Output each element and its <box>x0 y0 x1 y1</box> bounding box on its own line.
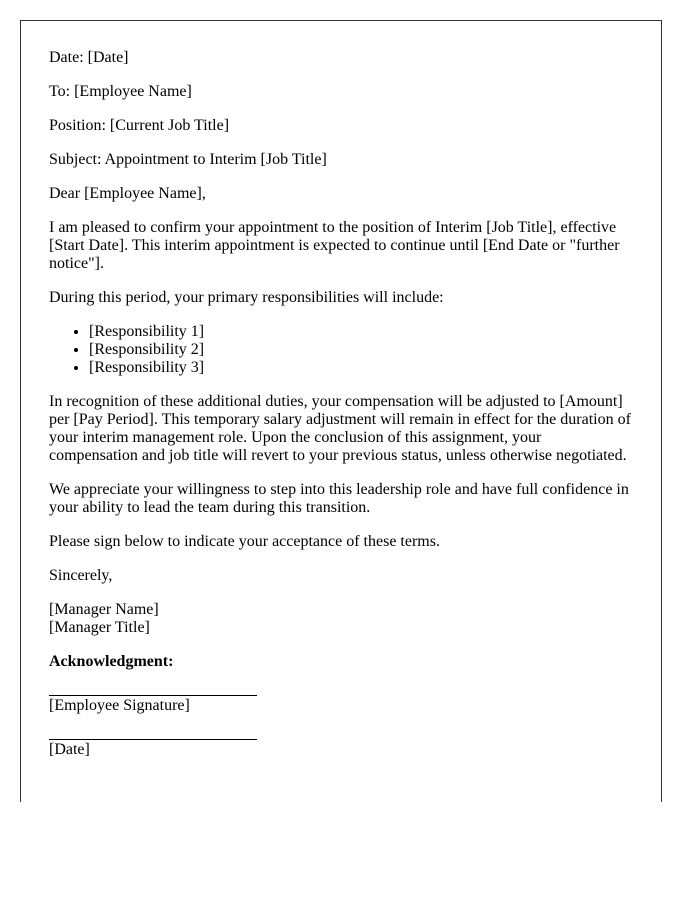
intro-paragraph: I am pleased to confirm your appointment to the position of Interim [Job Title], effective [Start Date]. This interim appointment is expected to continue until [End Date or "further notice"]. <box>49 219 620 272</box>
manager-title: [Manager Title] <box>49 619 150 636</box>
list-item: • [Responsibility 2] <box>89 341 633 359</box>
manager-block <box>49 601 633 637</box>
employee-signature-line <box>49 695 257 715</box>
responsibilities-list <box>49 323 633 377</box>
list-item: • [Responsibility 1] <box>89 323 633 341</box>
salutation: Dear [Employee Name], <box>49 185 206 202</box>
recipient-line: To: [Employee Name] <box>49 83 192 100</box>
subject-line: Subject: Appointment to Interim [Job Title] <box>49 151 327 168</box>
date-signature-line <box>49 739 257 759</box>
letter-page <box>20 20 662 802</box>
responsibilities-intro: During this period, your primary responsibilities will include: <box>49 289 444 306</box>
date-line: Date: [Date] <box>49 49 129 66</box>
employee-signature-label: [Employee Signature] <box>49 697 190 714</box>
appreciation-paragraph: We appreciate your willingness to step into this leadership role and have full confidence in your ability to lead the team during this transition. <box>49 481 629 516</box>
manager-name: [Manager Name] <box>49 601 159 618</box>
list-item: • [Responsibility 3] <box>89 359 633 377</box>
closing: Sincerely, <box>49 567 113 584</box>
date-signature-label: [Date] <box>49 741 90 758</box>
position-line: Position: [Current Job Title] <box>49 117 230 134</box>
compensation-paragraph: In recognition of these additional duties, your compensation will be adjusted to [Amount] per [Pay Period]. This temporary salary adjustment will remain in effect for the duration of your interim management role. Upon the conclusion of this assignment, your compensation and job title will revert to your previous status, unless otherwise negotiated. <box>49 393 631 464</box>
acknowledgment-heading: Acknowledgment: <box>49 653 174 670</box>
sign-request: Please sign below to indicate your acceptance of these terms. <box>49 533 440 550</box>
